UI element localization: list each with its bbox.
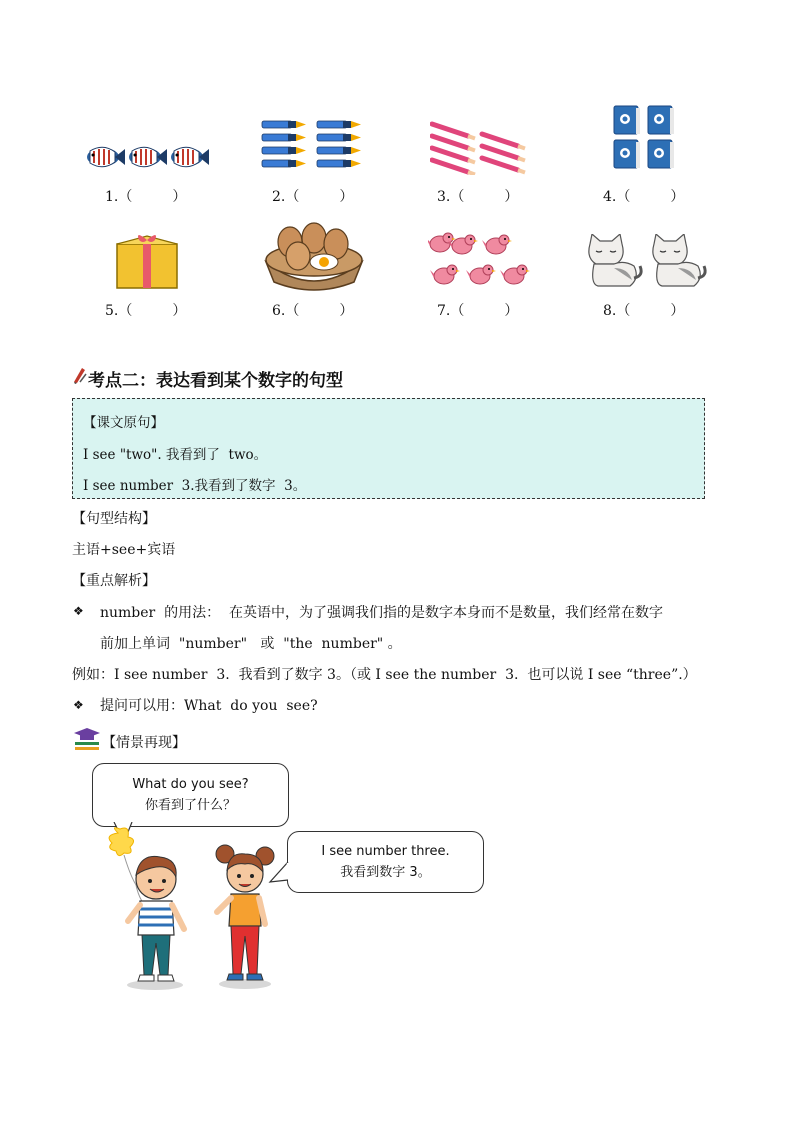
exercise-label-5: 5.（ ） [105, 303, 187, 319]
bullet-1-line-a: number 的用法： 在英语中，为了强调我们指的是数字本身而不是数量，我们经常在数字 [100, 605, 664, 621]
structure-text: 主语+see+宾语 [72, 542, 176, 558]
exercise-label-8: 8.（ ） [603, 303, 685, 319]
original-sentence-box [72, 398, 705, 499]
answer-bubble [287, 831, 484, 893]
question-en: What do you see? [132, 777, 249, 792]
bullet-1-line-b: 前加上单词 "number" 或 "the number" 。 [100, 636, 402, 652]
diamond-bullet-icon: ❖ [73, 604, 84, 618]
diamond-bullet-icon: ❖ [73, 698, 84, 712]
bird-icon [428, 232, 538, 302]
answer-en: I see number three. [321, 844, 450, 859]
scene-heading: 【情景再现】 [102, 735, 186, 751]
gift-box-icon [113, 232, 223, 302]
box-line-2: I see number 3.我看到了数字 3。 [83, 478, 307, 494]
pen-marker-icon [72, 366, 88, 388]
egg-icon [262, 214, 372, 284]
box-line-1: I see "two". 我看到了 two。 [83, 447, 268, 463]
answer-cn: 我看到数字 3。 [340, 865, 431, 880]
boy-with-balloon-illustration [100, 825, 200, 994]
exercise-label-7: 7.（ ） [437, 303, 519, 319]
question-cn: 你看到了什么？ [144, 798, 236, 813]
analysis-heading: 【重点解析】 [72, 573, 156, 589]
box-heading: 【课文原句】 [83, 415, 164, 431]
exercise-label-2: 2.（ ） [272, 189, 354, 205]
cat-icon [584, 234, 694, 304]
section-title: 考点二：表达看到某个数字的句型 [88, 371, 343, 391]
exercise-label-4: 4.（ ） [603, 189, 685, 205]
exercise-label-3: 3.（ ） [437, 189, 519, 205]
question-bubble [92, 763, 289, 827]
pencil-icon [430, 120, 540, 190]
example-text: 例如：I see number 3. 我看到了数字 3。（或 I see the number 3. 也可以说 I see “three”.） [72, 667, 697, 683]
exercise-label-6: 6.（ ） [272, 303, 354, 319]
bullet-2-text: 提问可以用：What do you see? [100, 698, 318, 714]
graduation-cap-icon [72, 726, 102, 756]
pen-icon [260, 118, 370, 188]
exercise-label-1: 1.（ ） [105, 189, 187, 205]
structure-heading: 【句型结构】 [72, 511, 156, 527]
girl-illustration [205, 840, 285, 994]
book-icon [612, 104, 722, 174]
